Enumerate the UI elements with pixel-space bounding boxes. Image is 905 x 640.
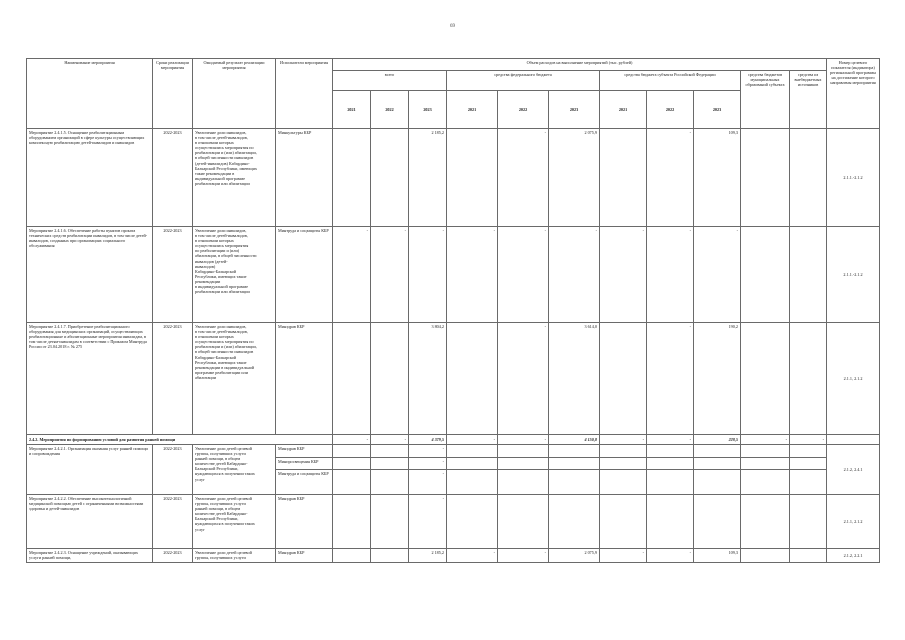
total-2021 [333,323,371,435]
section-regional-2021: - [600,435,647,445]
section-total-2021: - [333,435,371,445]
section-federal-2021: - [447,435,498,445]
row-target: 2.1.1, 2.1.2 [827,495,880,549]
regional-2021: - [600,549,647,563]
federal-2021: - [447,549,498,563]
row-term: 2022-2023 [153,129,193,227]
year-federal-2021: 2021 [447,91,498,129]
table-row [27,495,880,549]
regional-2021 [600,323,647,435]
table-row [27,445,880,458]
row-executor: Минпросвещения КБР [276,458,333,470]
regional-2023: 190,2 [694,323,741,435]
regional-2023: - [694,227,741,323]
table-row [27,323,880,435]
row-name: Мероприятие 2.4.1.7. Приобретение реабилитационного оборудования для медицинских организаций, осуществляющих реабилитационные и абилитационные мероприятия инвалидам, в том числе детям-инвалидам в соответствии с Приказом Минтруда России от 23.04.2018 г. № 275 [27,323,153,435]
total-2022 [371,129,409,227]
year-total-2022: 2022 [371,91,409,129]
header-municipal: средства бюджетов муниципальных образований субъекта [741,71,790,129]
federal-2023: 3 614,0 [549,323,600,435]
header-volume: Объем расходов на выполнение мероприятий (тыс. рублей) [333,59,827,71]
row-result: Увеличение доли инвалидов, в том числе детей-инвалидов, в отношении которых осуществлялись мероприятия по реабилитации и (или) абилитации, в общей численности инвалидов Кабардино-Балкарской Республики, имеющих такие рекомендации в индивидуальной программе реабилитации или абилитации [193,323,276,435]
regional-2021 [600,129,647,227]
federal-2021 [447,129,498,227]
row-target: 2.1.2, 2.4.1 [827,445,880,495]
section-total-2023: 4 379,5 [409,435,447,445]
section-target-cell [827,435,880,445]
header-executors: Исполнители мероприятия [276,59,333,129]
total-2023: - [409,470,447,495]
header-result: Ожидаемый результат реализации мероприятия [193,59,276,129]
table-row [27,549,880,563]
row-name: Мероприятие 2.4.2.2. Обеспечение высокотехнологичной медицинской помощью детей с ограниченными возможностями здоровья и детей-инвалидов [27,495,153,549]
program-table [26,58,880,563]
year-federal-2022: 2022 [498,91,549,129]
row-name: Мероприятие 2.4.2.3. Оснащение учреждений, оказывающих услуги ранней помощи, [27,549,153,563]
total-2021 [333,129,371,227]
federal-2022: - [498,323,549,435]
regional-2022: - [647,227,694,323]
regional-2021: - [600,227,647,323]
row-executor: Минкультуры КБР [276,129,333,227]
table-row [27,227,880,323]
federal-2021 [447,323,498,435]
row-term: 2022-2023 [153,227,193,323]
header-term: Сроки реализации мероприятия [153,59,193,129]
row-executor: Минздрав КБР [276,323,333,435]
row-result: Увеличение доли детей целевой группы, получивших услуги ранней помощи, в общем количестве детей Кабардино- Балкарской Республики, нуждающихся в получении таких услуг [193,445,276,495]
year-federal-2023: 2023 [549,91,600,129]
regional-2023: 109,3 [694,129,741,227]
header-extra: средства из внебюджетных источников [790,71,827,129]
federal-2023: 2 075,9 [549,129,600,227]
section-extra: - [790,435,827,445]
row-executor: Минздрав КБР [276,495,333,549]
total-2023: 2 185,2 [409,549,447,563]
row-name: Мероприятие 2.4.2.1. Организация оказания услуг ранней помощи и сопровождения [27,445,153,495]
regional-2023: 109,3 [694,549,741,563]
total-2023: - [409,495,447,549]
section-municipal: - [741,435,790,445]
total-2022 [371,549,409,563]
total-2023: - [409,458,447,470]
year-total-2023: 2023 [409,91,447,129]
federal-2023: 2 075,9 [549,549,600,563]
row-result: Увеличение доли инвалидов, в том числе детей-инвалидов, в отношении которых осуществлялись мероприятия по реабилитации и (или) абилитации, в общей численности инвалидов (детей- инвалидов) Кабардино-Балкарской Республики, имеющих такие рекомендации в индивидуальной программе реабилитации или абилитации [193,227,276,323]
section-federal-2023: 4 150,8 [549,435,600,445]
total-2023: - [409,445,447,458]
table-row [27,129,880,227]
row-target: 2.1.1.-2.1.2 [827,227,880,323]
row-result: Увеличение доли инвалидов, в том числе детей-инвалидов, в отношении которых осуществлялись мероприятия по реабилитации и (или) абилитации, в общей численности инвалидов (детей-инвалидов) Кабардино- Балкарской Республики, имеющих такие рекомендации в индивидуальной программе реабилитации или абилитации [193,129,276,227]
year-regional-2021: 2021 [600,91,647,129]
row-target: 2.1.2, 2.2.1 [827,549,880,563]
federal-2022: - [498,549,549,563]
total-2023: - [409,227,447,323]
regional-2022: - [647,549,694,563]
row-term: 2022-2023 [153,445,193,495]
total-2021 [333,549,371,563]
total-2022 [371,323,409,435]
row-term: 2022-2023 [153,323,193,435]
section-row [27,435,880,445]
row-executor: Минздрав КБР [276,549,333,563]
year-regional-2022: 2022 [647,91,694,129]
federal-2023: - [549,227,600,323]
header-target: Номер целевого показателя (индикатора) региональной программы на достижение которого направлены мероприятия [827,59,880,129]
header-federal: средства федерального бюджета [447,71,600,91]
regional-2022: - [647,129,694,227]
extra-cell [790,323,827,435]
section-regional-2023: 228,5 [694,435,741,445]
section-title: 2.4.2. Мероприятия по формированию условий для развития ранней помощи [27,435,333,445]
total-2022: - [371,227,409,323]
page-number: 69 [450,24,455,29]
row-term: 2022-2023 [153,495,193,549]
header-regional: средства бюджета субъекта Российской Федерации [600,71,741,91]
extra-cell [790,129,827,227]
year-total-2021: 2021 [333,91,371,129]
municipal-cell [741,227,790,323]
federal-2021: - [447,227,498,323]
federal-2022: - [498,129,549,227]
header-name: Наименование мероприятия [27,59,153,129]
total-2023: 2 185,2 [409,129,447,227]
federal-2022: - [498,227,549,323]
row-result: Увеличение доли детей целевой группы, получивших услуги [193,549,276,563]
extra-cell [790,227,827,323]
row-target: 2.1.1.-2.1.2 [827,129,880,227]
section-total-2022: - [371,435,409,445]
municipal-cell [741,323,790,435]
year-regional-2023: 2023 [694,91,741,129]
municipal-cell [741,129,790,227]
row-term: 2022-2023 [153,549,193,563]
row-name: Мероприятие 2.4.1.5. Оснащение реабилитационным оборудованием организаций в сфере культуры осуществляющих комплексную реабилитацию детей-инвалидов и инвалидов [27,129,153,227]
row-result: Увеличение доли детей целевой группы, получивших услуги ранней помощи, в общем количестве детей Кабардино- Балкарской Республики, нуждающихся в получении таких услуг [193,495,276,549]
total-2023: 3 804,2 [409,323,447,435]
section-federal-2022: - [498,435,549,445]
row-target: 2.1.1, 2.1.2 [827,323,880,435]
row-executor: Минтруда и соцзащиты КБР [276,227,333,323]
row-executor: Минтруда и соцзащиты КБР [276,470,333,495]
section-regional-2022: - [647,435,694,445]
row-executor: Минздрав КБР [276,445,333,458]
header-total: всего [333,71,447,91]
total-2021: - [333,227,371,323]
row-name: Мероприятие 2.4.1.6. Обеспечение работы пунктов проката технических средств реабилитации инвалидов, в том числе детей-инвалидов, созданных при организациях социального обслуживания [27,227,153,323]
regional-2022: - [647,323,694,435]
